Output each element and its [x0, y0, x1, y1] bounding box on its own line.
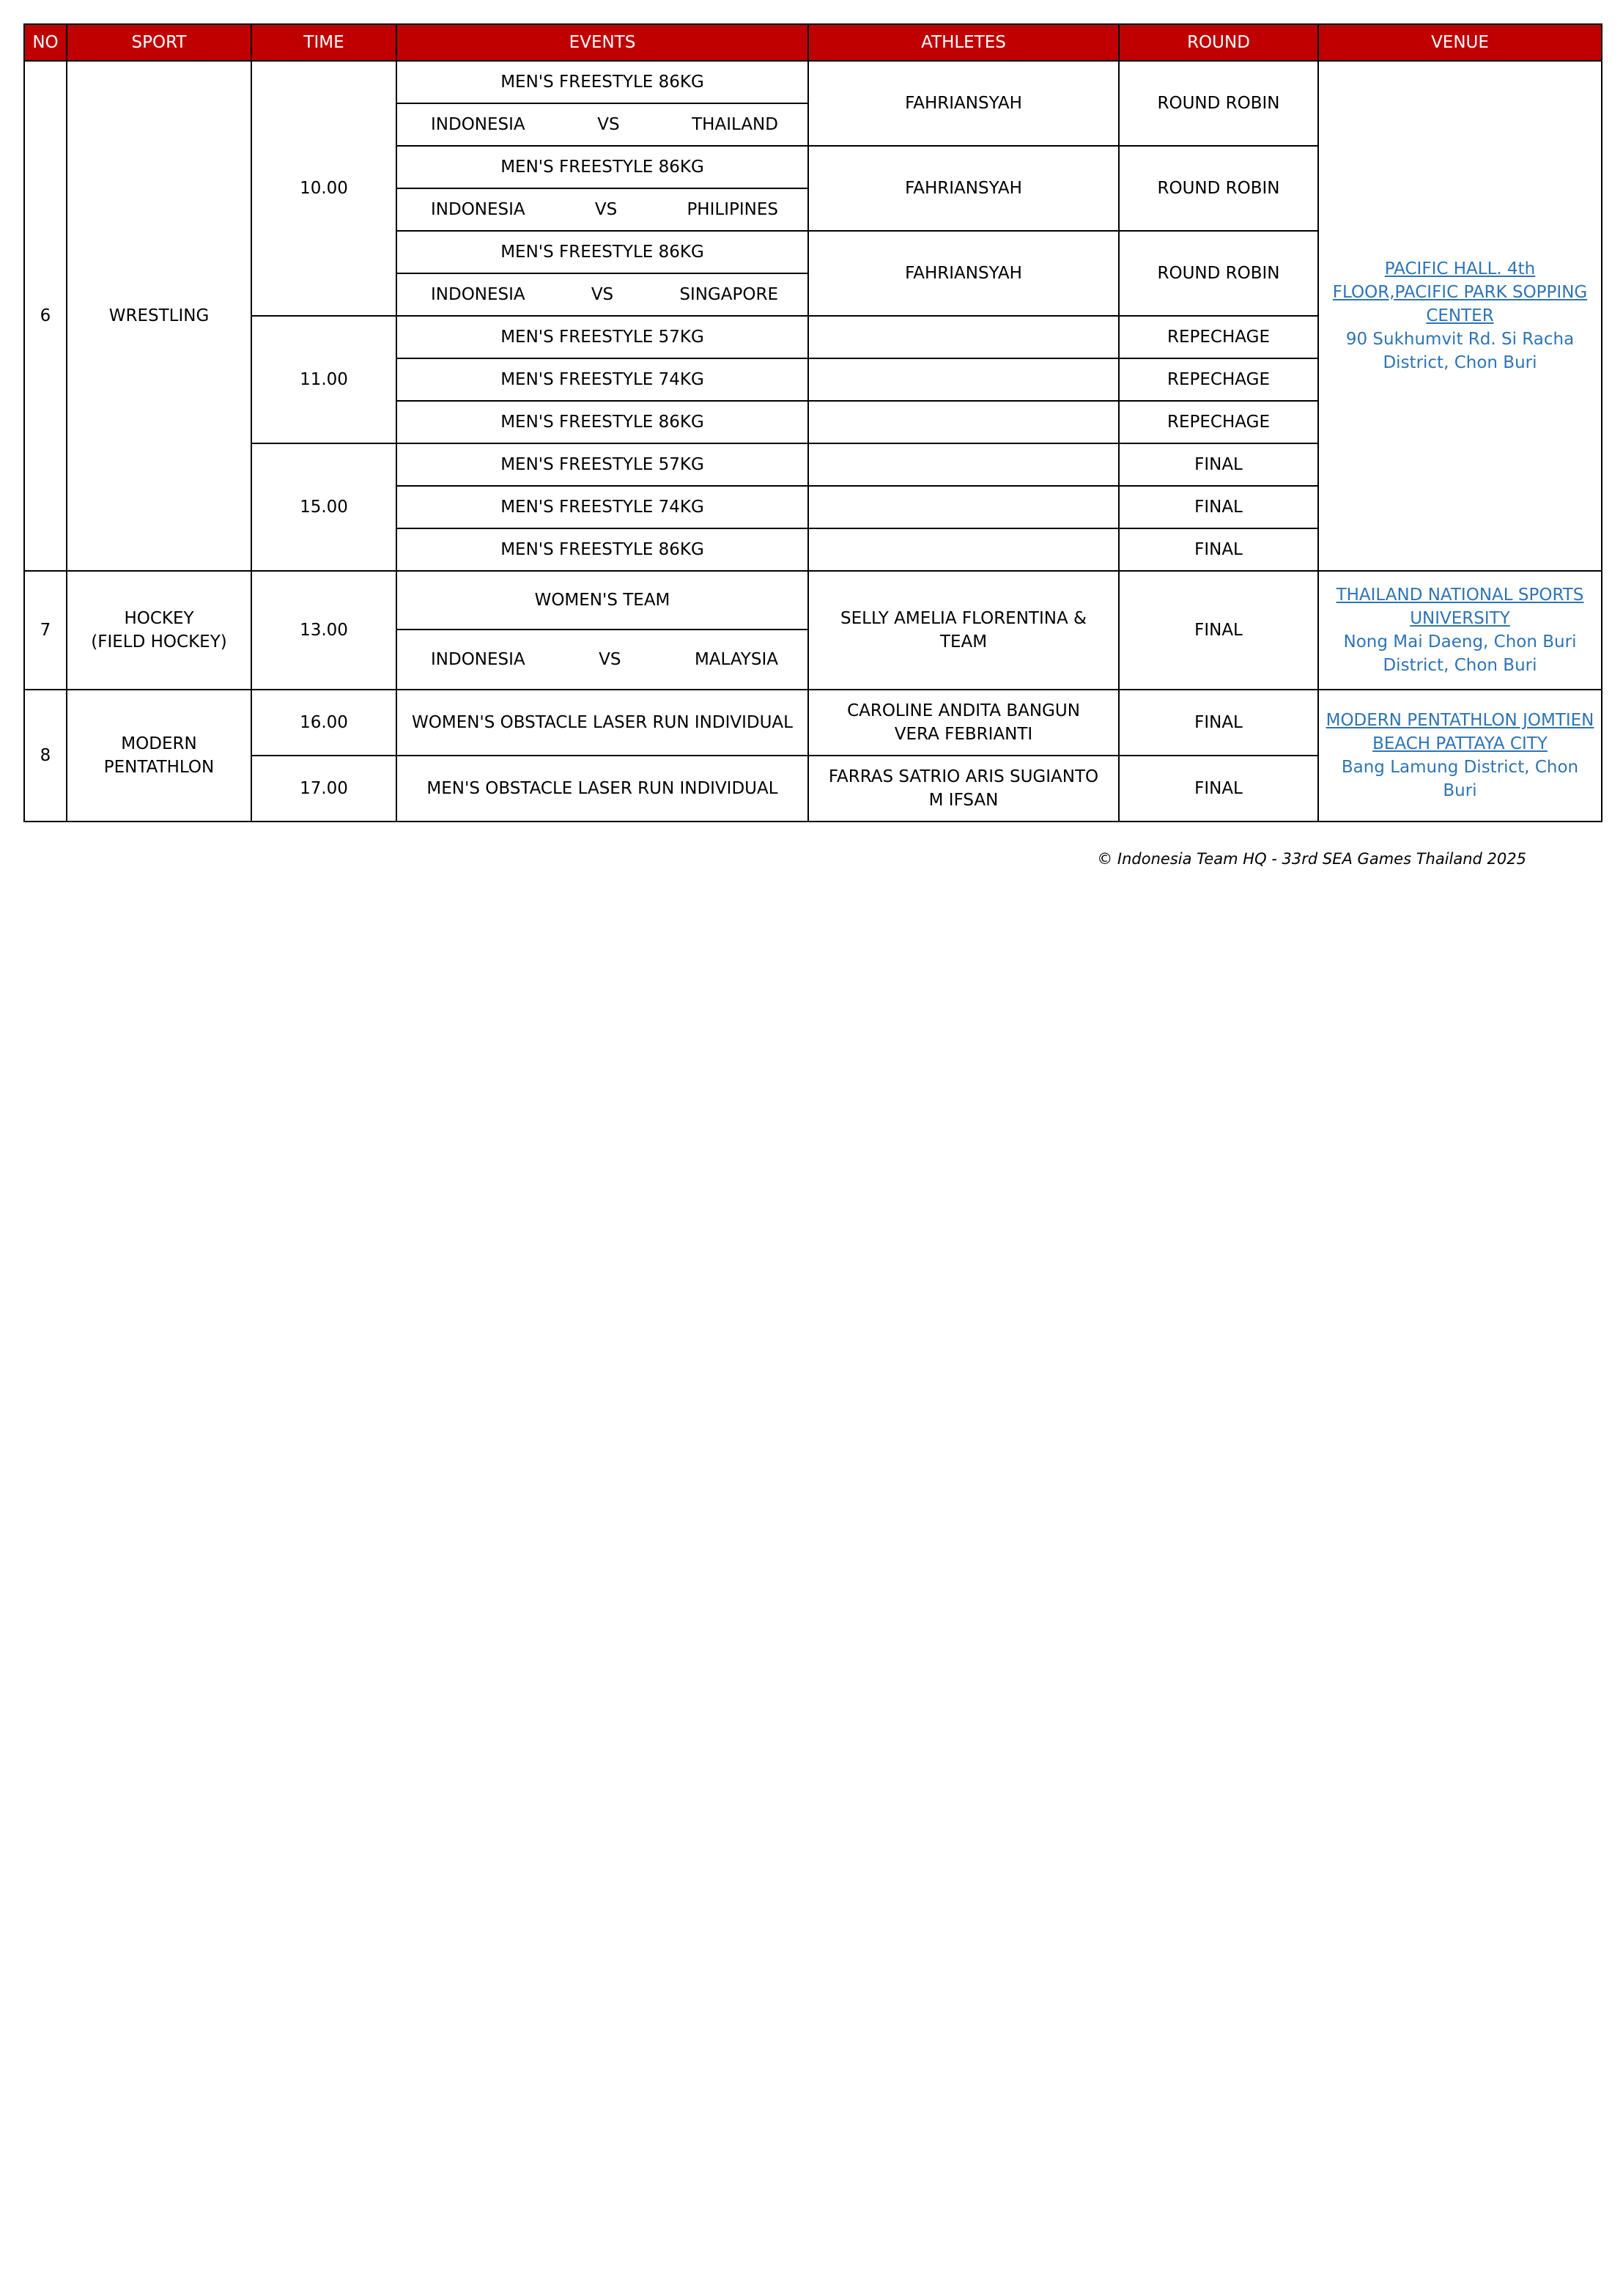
athlete-cell: SELLY AMELIA FLORENTINA & TEAM — [808, 571, 1119, 690]
round-cell: FINAL — [1119, 443, 1318, 486]
header-time: TIME — [251, 24, 396, 61]
round-cell: REPECHAGE — [1119, 401, 1318, 443]
header-round: ROUND — [1119, 24, 1318, 61]
athlete-cell — [808, 528, 1119, 571]
event-cell: MEN'S FREESTYLE 86KG — [396, 146, 808, 188]
round-cell: FINAL — [1119, 690, 1318, 756]
round-cell: REPECHAGE — [1119, 316, 1318, 358]
event-cell: MEN'S FREESTYLE 57KG — [396, 443, 808, 486]
team-b: PHILIPINES — [687, 200, 778, 219]
vs-label: VS — [599, 650, 621, 669]
athlete-cell — [808, 401, 1119, 443]
event-cell: MEN'S FREESTYLE 86KG — [396, 528, 808, 571]
venue-address: Nong Mai Daeng, Chon Buri District, Chon Buri — [1343, 632, 1577, 675]
header-events: EVENTS — [396, 24, 808, 61]
athlete-cell: CAROLINE ANDITA BANGUN VERA FEBRIANTI — [808, 690, 1119, 756]
team-a: INDONESIA — [431, 115, 525, 134]
header-row — [24, 24, 1602, 61]
round-cell: ROUND ROBIN — [1119, 146, 1318, 231]
venue-cell — [1318, 61, 1602, 571]
athlete-cell — [808, 316, 1119, 358]
event-cell: WOMEN'S TEAM — [396, 571, 808, 630]
venue-link[interactable]: PACIFIC HALL. 4th FLOOR,PACIFIC PARK SOPPING CENTER — [1332, 259, 1588, 325]
team-a: INDONESIA — [431, 285, 525, 304]
venue-address: Bang Lamung District, Chon Buri — [1341, 758, 1579, 800]
matchup-cell — [396, 103, 808, 146]
no-cell: 8 — [24, 690, 67, 822]
schedule-table — [23, 23, 1602, 822]
venue-cell — [1318, 690, 1602, 822]
athlete-cell: FARRAS SATRIO ARIS SUGIANTO M IFSAN — [808, 756, 1119, 822]
time-cell: 17.00 — [251, 756, 396, 822]
no-cell: 6 — [24, 61, 67, 571]
round-cell: FINAL — [1119, 528, 1318, 571]
time-cell: 16.00 — [251, 690, 396, 756]
round-cell: FINAL — [1119, 486, 1318, 528]
team-a: INDONESIA — [431, 650, 525, 669]
athlete-cell: FAHRIANSYAH — [808, 146, 1119, 231]
athlete-cell — [808, 486, 1119, 528]
vs-label: VS — [597, 115, 620, 134]
round-cell: FINAL — [1119, 571, 1318, 690]
round-cell: REPECHAGE — [1119, 358, 1318, 401]
time-cell: 11.00 — [251, 316, 396, 443]
event-cell: MEN'S FREESTYLE 86KG — [396, 61, 808, 103]
time-cell: 13.00 — [251, 571, 396, 690]
venue-cell — [1318, 571, 1602, 690]
event-cell: MEN'S FREESTYLE 74KG — [396, 358, 808, 401]
header-venue: VENUE — [1318, 24, 1602, 61]
table-row — [24, 571, 1602, 630]
athlete-cell: FAHRIANSYAH — [808, 231, 1119, 316]
round-cell: ROUND ROBIN — [1119, 231, 1318, 316]
venue-address: 90 Sukhumvit Rd. Si Racha District, Chon Buri — [1345, 330, 1575, 372]
table-row — [24, 690, 1602, 756]
team-b: THAILAND — [692, 115, 778, 134]
table-row — [24, 61, 1602, 103]
event-cell: MEN'S FREESTYLE 86KG — [396, 231, 808, 273]
no-cell: 7 — [24, 571, 67, 690]
matchup-cell — [396, 188, 808, 231]
sport-cell: WRESTLING — [67, 61, 251, 571]
team-b: MALAYSIA — [694, 650, 778, 669]
time-cell: 10.00 — [251, 61, 396, 316]
header-no: NO — [24, 24, 67, 61]
venue-link[interactable]: THAILAND NATIONAL SPORTS UNIVERSITY — [1336, 586, 1584, 628]
event-cell: MEN'S FREESTYLE 74KG — [396, 486, 808, 528]
venue-link[interactable]: MODERN PENTATHLON JOMTIEN BEACH PATTAYA CITY — [1326, 711, 1594, 753]
sport-cell: MODERN PENTATHLON — [67, 690, 251, 822]
event-cell: WOMEN'S OBSTACLE LASER RUN INDIVIDUAL — [396, 690, 808, 756]
athlete-cell: FAHRIANSYAH — [808, 61, 1119, 146]
matchup-cell — [396, 630, 808, 690]
matchup-cell — [396, 273, 808, 316]
round-cell: ROUND ROBIN — [1119, 61, 1318, 146]
team-b: SINGAPORE — [679, 285, 778, 304]
vs-label: VS — [591, 285, 614, 304]
event-cell: MEN'S OBSTACLE LASER RUN INDIVIDUAL — [396, 756, 808, 822]
round-cell: FINAL — [1119, 756, 1318, 822]
copyright-footer: © Indonesia Team HQ - 33rd SEA Games Thailand 2025 — [1097, 850, 1526, 868]
event-cell: MEN'S FREESTYLE 57KG — [396, 316, 808, 358]
header-sport: SPORT — [67, 24, 251, 61]
athlete-cell — [808, 358, 1119, 401]
vs-label: VS — [594, 200, 618, 219]
time-cell: 15.00 — [251, 443, 396, 571]
header-athletes: ATHLETES — [808, 24, 1119, 61]
sport-cell: HOCKEY (FIELD HOCKEY) — [67, 571, 251, 690]
event-cell: MEN'S FREESTYLE 86KG — [396, 401, 808, 443]
athlete-cell — [808, 443, 1119, 486]
team-a: INDONESIA — [431, 200, 525, 219]
